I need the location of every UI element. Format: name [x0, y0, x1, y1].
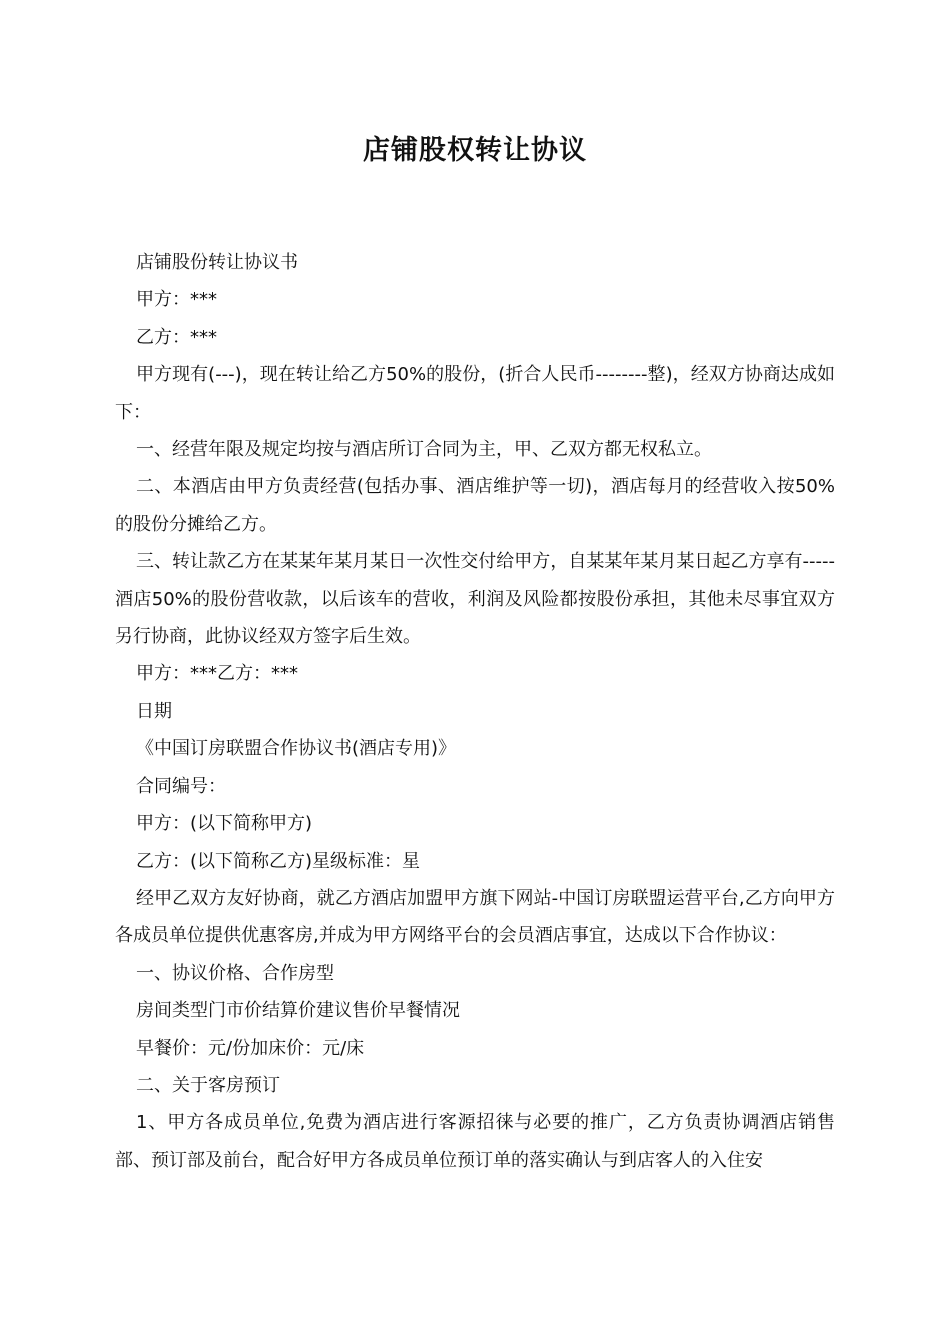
paragraph-party-b-2: 乙方：(以下简称乙方)星级标准：星: [136, 850, 421, 872]
paragraph-breakfast-price: 早餐价：元/份加床价：元/床: [136, 1037, 365, 1059]
paragraph-party-b: 乙方：***: [136, 326, 217, 348]
paragraph-intro: 甲方现有(---)，现在转让给乙方50%的股份，(折合人民币--------整)，经双方协商达成如下：: [115, 364, 835, 423]
paragraph-party-a: 甲方：***: [136, 289, 217, 311]
paragraph-agreement-name: 店铺股份转让协议书: [136, 252, 298, 273]
paragraph-section-2-heading: 二、关于客房预订: [136, 1074, 280, 1096]
paragraph-room-types: 房间类型门市价结算价建议售价早餐情况: [136, 1000, 460, 1022]
paragraph-second-agreement-title: 《中国订房联盟合作协议书(酒店专用)》: [136, 738, 457, 760]
paragraph-cooperation-intro: 经甲乙双方友好协商，就乙方酒店加盟甲方旗下网站-中国订房联盟运营平台,乙方向甲方各成员单位提供优惠客房,并成为甲方网络平台的会员酒店事宜，达成以下合作协议：: [115, 887, 835, 947]
paragraph-section-1-heading: 一、协议价格、合作房型: [136, 962, 334, 984]
paragraph-clause-1: 一、经营年限及规定均按与酒店所订合同为主，甲、乙双方都无权私立。: [136, 439, 712, 461]
paragraph-clause-2: 二、本酒店由甲方负责经营(包括办事、酒店维护等一切)，酒店每月的经营收入按50%的股份分摊给乙方。: [115, 476, 835, 535]
document-body: [115, 244, 835, 1179]
paragraph-signatures: 甲方：***乙方：***: [136, 663, 298, 685]
paragraph-contract-number: 合同编号：: [136, 775, 226, 797]
document-title: 店铺股权转让协议: [363, 135, 587, 166]
paragraph-date: 日期: [136, 700, 172, 722]
paragraph-section-2-item-1: 1、甲方各成员单位,免费为酒店进行客源招徕与必要的推广，乙方负责协调酒店销售部、预订部及前台，配合好甲方各成员单位预订单的落实确认与到店客人的入住安: [115, 1112, 835, 1171]
paragraph-party-a-2: 甲方：(以下简称甲方): [136, 813, 313, 835]
paragraph-clause-3: 三、转让款乙方在某某年某月某日一次性交付给甲方，自某某年某月某日起乙方享有-----酒店50%的股份营收款，以后该车的营收，利润及风险都按股份承担，其他未尽事宜双方另行协商，此协议经双方签字后生效。: [115, 551, 835, 648]
